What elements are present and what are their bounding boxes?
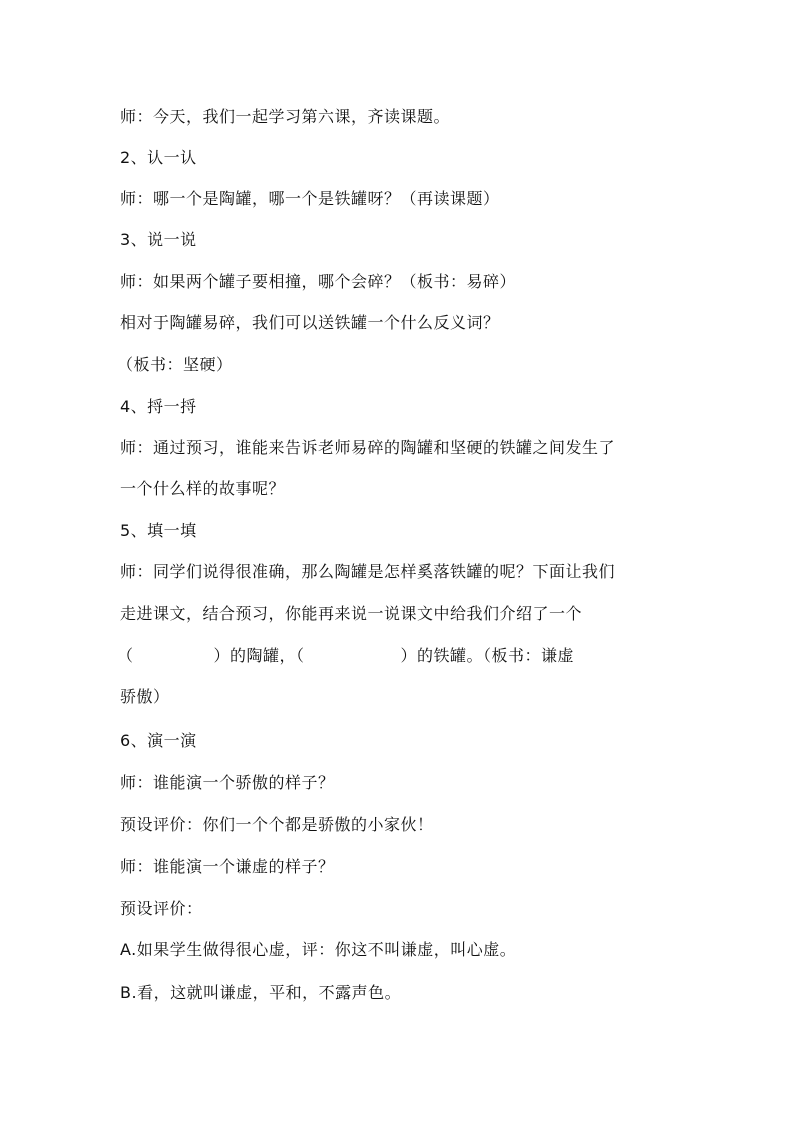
section-heading: 2、认一认 bbox=[120, 148, 197, 167]
text-line: 师：今天，我们一起学习第六课，齐读课题。 bbox=[120, 107, 451, 126]
text-line: 骄傲） bbox=[120, 687, 170, 706]
fill-middle-text: ）的陶罐，（ bbox=[213, 646, 305, 665]
text-line: 师：通过预习，谁能来告诉老师易碎的陶罐和坚硬的铁罐之间发生了 bbox=[120, 438, 616, 457]
text-line: 一个什么样的故事呢？ bbox=[120, 479, 286, 498]
text-line: 师：如果两个罐子要相撞，哪个会碎？（板书：易碎） bbox=[120, 272, 517, 291]
text-line: （板书：坚硬） bbox=[117, 355, 233, 374]
section-heading: 4、捋一捋 bbox=[120, 397, 197, 416]
text-line: A.如果学生做得很心虚，评：你这不叫谦虚，叫心虚。 bbox=[120, 940, 517, 959]
text-line: 师：同学们说得很准确，那么陶罐是怎样奚落铁罐的呢？下面让我们 bbox=[120, 562, 616, 581]
blank-space bbox=[134, 645, 214, 661]
text-line: 走进课文，结合预习，你能再来说一说课文中给我们介绍了一个 bbox=[120, 604, 583, 623]
text-line: B.看，这就叫谦虚，平和，不露声色。 bbox=[120, 983, 402, 1002]
section-heading: 3、说一说 bbox=[120, 230, 197, 249]
section-heading: 6、演一演 bbox=[120, 731, 197, 750]
text-line: 预设评价： bbox=[120, 899, 203, 918]
section-heading: 5、填一填 bbox=[120, 521, 197, 540]
text-line: 预设评价：你们一个个都是骄傲的小家伙！ bbox=[120, 815, 434, 834]
fill-in-blank-line bbox=[117, 645, 687, 666]
fill-open-paren: （ bbox=[117, 646, 134, 665]
fill-end-text: ）的铁罐。（板书：谦虚 bbox=[400, 646, 575, 665]
blank-space bbox=[305, 645, 401, 661]
text-line: 相对于陶罐易碎，我们可以送铁罐一个什么反义词？ bbox=[120, 313, 500, 332]
text-line: 师：谁能演一个骄傲的样子？ bbox=[120, 773, 335, 792]
text-line: 师：谁能演一个谦虚的样子？ bbox=[120, 857, 335, 876]
text-line: 师：哪一个是陶罐，哪一个是铁罐呀？（再读课题） bbox=[120, 189, 500, 208]
